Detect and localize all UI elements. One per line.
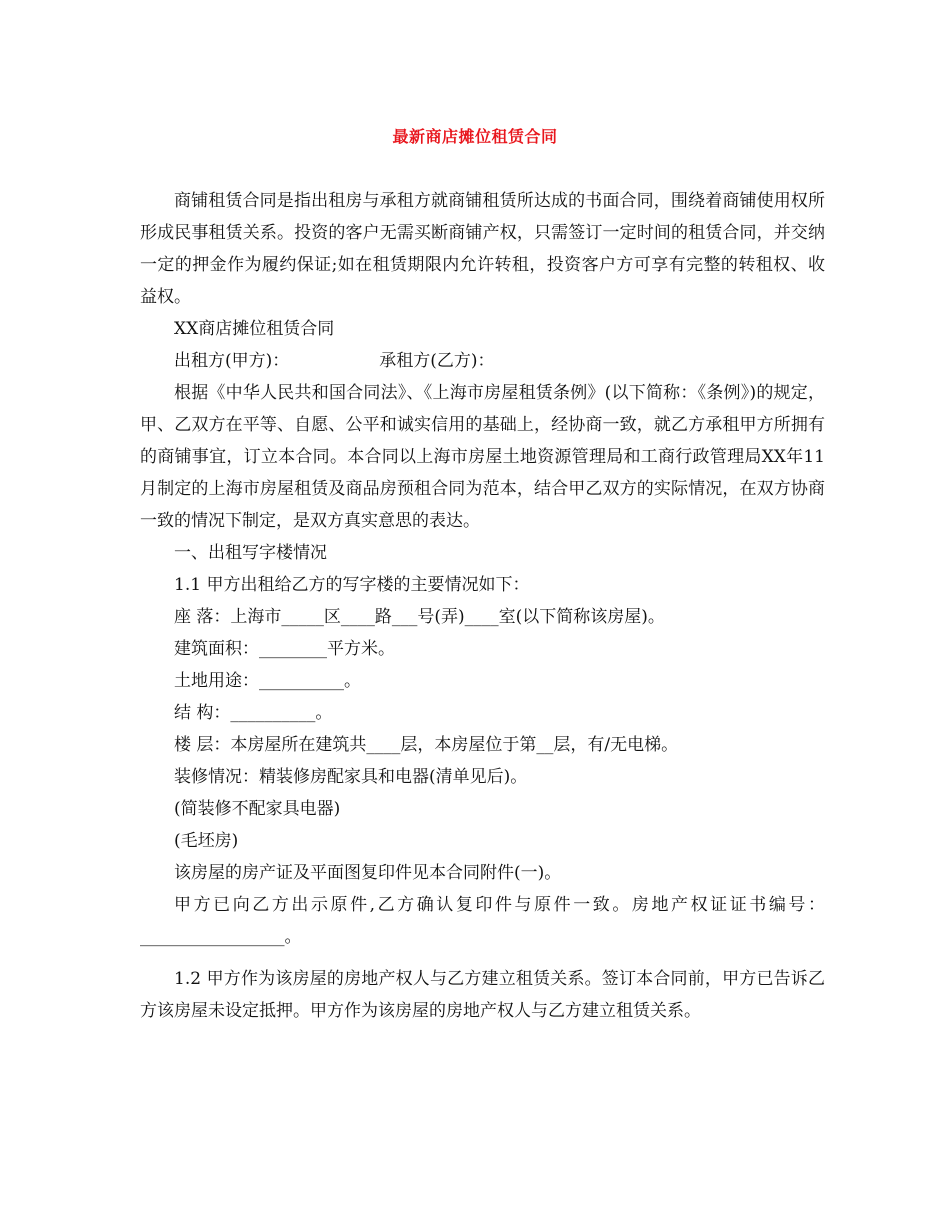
floor-line: 楼 层：本房屋所在建筑共____层，本房屋位于第__层，有/无电梯。 [174, 735, 679, 755]
certificate-line: 甲方已向乙方出示原件,乙方确认复印件与原件一致。房地产权证证书编号：_________________。 [140, 895, 825, 947]
attachment-line: 该房屋的房产证及平面图复印件见本合同附件(一)。 [174, 863, 562, 883]
contract-name: XX商店摊位租赁合同 [174, 319, 335, 339]
preamble-paragraph: 根据《中华人民共和国合同法》、《上海市房屋租赁条例》(以下简称：《条例》)的规定，甲、乙双方在平等、自愿、公平和诚实信用的基础上，经协商一致，就乙方承租甲方所拥有的商铺事宜，订立本合同。本合同以上海市房屋土地资源管理局和工商行政管理局XX年11月制定的上海市房屋租赁及商品房预租合同为范本，结合甲乙双方的实际情况，在双方协商一致的情况下制定，是双方真实意思的表达。 [140, 383, 825, 531]
location-line: 座 落：上海市_____区____路___号(弄)____室(以下简称该房屋)。 [174, 607, 665, 627]
section-1-heading: 一、出租写字楼情况 [174, 543, 327, 563]
document-body [140, 185, 825, 1027]
intro-paragraph: 商铺租赁合同是指出租房与承租方就商铺租赁所达成的书面合同，围绕着商铺使用权所形成民事租赁关系。投资的客户无需买断商铺产权，只需签订一定时间的租赁合同，并交纳一定的押金作为履约保证;如在租赁期限内允许转租，投资客户方可享有完整的转租权、收益权。 [140, 191, 825, 307]
structure-line: 结 构：__________。 [174, 703, 333, 723]
decoration-line: 装修情况：精装修房配家具和电器(清单见后)。 [174, 767, 528, 787]
clause-1-1: 1.1 甲方出租给乙方的写字楼的主要情况如下： [174, 575, 530, 595]
clause-1-2: 1.2 甲方作为该房屋的房地产权人与乙方建立租赁关系。签订本合同前，甲方已告诉乙方该房屋未设定抵押。甲方作为该房屋的房地产权人与乙方建立租赁关系。 [140, 969, 825, 1021]
land-use-line: 土地用途：__________。 [174, 671, 361, 691]
decoration-simple-line: (简装修不配家具电器) [174, 799, 341, 819]
decoration-raw-line: (毛坯房) [174, 831, 239, 851]
parties-line [140, 345, 825, 377]
area-line: 建筑面积：________平方米。 [174, 639, 395, 659]
document-title: 最新商店摊位租赁合同 [392, 127, 558, 146]
party-a-label: 出租方(甲方)： [174, 351, 290, 371]
party-b-label: 承租方(乙方)： [379, 351, 495, 371]
